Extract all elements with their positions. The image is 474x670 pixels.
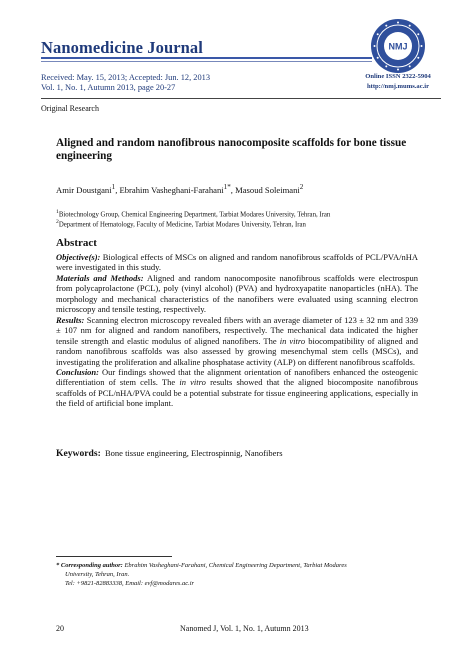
conclusion-text: Our findings showed that the alignment orientation of nanofibers enhanced the osteogenic differentiation of stem cells. The (56, 366, 418, 388)
paper-title: Aligned and random nanofibrous nanocomposite scaffolds for bone tissue engineering (56, 137, 407, 162)
footnote-line: Ebrahim Vasheghani-Farahani, Chemical Engineering Department, Tarbiat Modares (122, 562, 347, 569)
affiliation-text: Biotechnology Group, Chemical Engineering Department, Tarbiat Modares University, Tehran, Iran (58, 211, 331, 219)
objective-label: Objective(s): (56, 252, 101, 262)
affiliation-mark: 2 (56, 219, 59, 225)
author-affiliation-mark: 1* (223, 183, 231, 191)
author-name: Masoud Soleimani (235, 184, 300, 195)
author-name: Amir Doustgani (56, 184, 112, 195)
received-accepted-dates: Received: May. 15, 2013; Accepted: Jun. 12, 2013 (41, 73, 211, 82)
author-affiliation-mark: 1 (111, 183, 116, 191)
logo-text: NMJ (388, 41, 408, 52)
corresponding-author-footnote (56, 562, 426, 588)
abstract-objective (56, 252, 418, 273)
results-label: Results: (56, 314, 85, 325)
keywords (56, 448, 283, 459)
header-rule (41, 57, 372, 59)
footnote-contact: Tel: +9821-82883338, Email: evf@modares.ac.ir (65, 579, 195, 587)
author-name: Ebrahim Vasheghani-Farahani (119, 184, 224, 195)
conclusion-text-cont: results showed that the aligned biocomposite nanofibrous scaffolds of PCL/nHA/PVA could be a potential substrate for tissue engineering applications, especially in the field of artificial bone implant. (56, 377, 418, 409)
abstract-results (56, 315, 418, 367)
conclusion-label: Conclusion: (56, 366, 99, 377)
abstract-body (56, 252, 418, 409)
affiliation-mark: 1 (56, 209, 59, 215)
running-footer: Nanomed J, Vol. 1, No. 1, Autumn 2013 (180, 624, 309, 633)
journal-seal-logo-icon (370, 18, 426, 74)
author-list (56, 183, 303, 195)
header-rule-secondary (41, 61, 372, 62)
author-affiliation-mark: 2 (299, 183, 304, 191)
issn: Online ISSN 2322-5904 (365, 73, 431, 80)
keywords-label: Keywords: (56, 448, 101, 459)
section-divider (41, 98, 441, 99)
volume-info: Vol. 1, No. 1, Autumn 2013, page 20-27 (41, 83, 176, 92)
methods-label: Materials and Methods: (56, 272, 144, 283)
results-invitro: in vitro (279, 335, 306, 346)
objective-text: Biological effects of MSCs on aligned and random nanofibrous scaffolds of PCL/PVA/nHA were investigated in this study. (56, 252, 418, 273)
conclusion-invitro: in vitro (179, 377, 206, 388)
abstract-methods (56, 273, 418, 315)
abstract-heading: Abstract (56, 237, 97, 249)
abstract-conclusion (56, 367, 418, 409)
page-number: 20 (56, 624, 64, 633)
author-separator: , (115, 184, 120, 195)
article-type: Original Research (41, 104, 99, 113)
footnote-divider (56, 556, 172, 557)
keywords-text: Bone tissue engineering, Electrospinnig, Nanofibers (105, 448, 283, 458)
journal-title: Nanomedicine Journal (41, 38, 203, 57)
journal-website-link[interactable]: http://nmj.mums.ac.ir (366, 83, 430, 90)
footnote-line: University, Tehran, Iran. (65, 570, 130, 578)
affiliation-text: Department of Hematology, Faculty of Medicine, Tarbiat Modares University, Tehran, Iran (58, 221, 306, 229)
footnote-label: * Corresponding author: (56, 562, 123, 569)
affiliation (56, 219, 306, 228)
results-text: Scanning electron microscopy revealed fibers with an average diameter of 123 ± 32 nm and 339 ± 107 nm for aligned and random nanofibers, respectively. The mechanical data indicated the higher tensile strength and elastic modulus of aligned nanofibers. The (56, 314, 418, 346)
author-separator: , (230, 184, 236, 195)
methods-text: Aligned and random nanocomposite nanofibrous scaffolds were electrospun from polycaprolactone (PCL), poly (vinyl alcohol) (PVA) and hydroxyapatite nanoparticles (nHA). The morphology and mechanical characteristics of the nanofibers were evaluated using scanning electron microscopy and tensile testing, respectively. (56, 272, 418, 315)
results-text-cont: biocompatibility of aligned and random nanofibrous scaffolds was also assessed by growing mesenchymal stem cells (MSCs), and investigating the proliferation and alkaline phosphatase activity (ALP) on different nanofibrous scaffolds. (56, 335, 419, 367)
affiliation (56, 209, 330, 218)
